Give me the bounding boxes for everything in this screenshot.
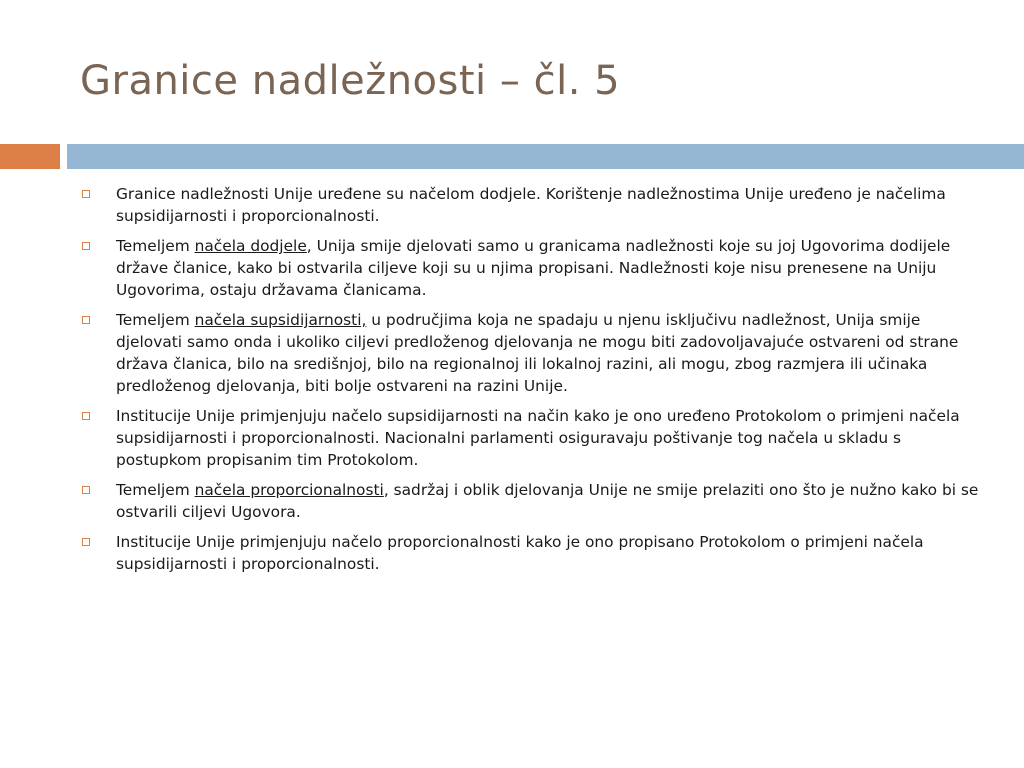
bullet-list — [80, 183, 980, 583]
bullet-text: Granice nadležnosti Unije uređene su načelom dodjele. Korištenje nadležnostima Unije uređeno je načelima supsidijarnosti i proporcionalnosti. — [116, 185, 946, 225]
accent-bar-blue — [67, 144, 1024, 169]
bullet-text: u područjima koja ne spadaju u njenu isključivu nadležnost, Unija smije djelovati samo onda i ukoliko ciljevi predloženog djelovanja ne mogu biti zadovoljavajuće ostvareni od strane država članica, bilo na središnjoj, bilo na regionalnoj ili lokalnoj razini, ali mogu, zbog razmjera ili učinaka predloženog djelovanja, biti bolje ostvareni na razini Unije. — [116, 311, 959, 395]
square-bullet-icon — [82, 412, 90, 420]
bullet-text: Institucije Unije primjenjuju načelo proporcionalnosti kako je ono propisano Protokolom o primjeni načela supsidijarnosti i proporcionalnosti. — [116, 533, 924, 573]
bullet-text: , sadržaj i oblik djelovanja Unije ne smije prelaziti ono što je nužno kako bi se ostvarili ciljevi Ugovora. — [116, 481, 979, 521]
bullet-item — [80, 479, 980, 523]
slide-title: Granice nadležnosti – čl. 5 — [80, 58, 621, 104]
bullet-prefix: Temeljem — [116, 237, 195, 255]
bullet-item — [80, 309, 980, 397]
underlined-term-nacela-proporcionalnosti: načela proporcionalnosti — [194, 481, 384, 499]
bullet-text: Institucije Unije primjenjuju načelo supsidijarnosti na način kako je ono uređeno Protokolom o primjeni načela supsidijarnosti i proporcionalnosti. Nacionalni parlamenti osiguravaju poštivanje tog načela u skladu s postupkom propisanim tim Protokolom. — [116, 407, 960, 469]
underlined-term-nacela-supsidijarnosti: načela supsidijarnosti, — [194, 311, 367, 329]
underlined-term-nacela-dodjele: načela dodjele — [194, 237, 307, 255]
bullet-prefix: Temeljem — [116, 481, 195, 499]
accent-bar-orange — [0, 144, 60, 169]
bullet-prefix: Temeljem — [116, 311, 195, 329]
bullet-item — [80, 405, 980, 471]
bullet-item — [80, 183, 980, 227]
square-bullet-icon — [82, 242, 90, 250]
square-bullet-icon — [82, 486, 90, 494]
bullet-item — [80, 235, 980, 301]
square-bullet-icon — [82, 316, 90, 324]
bullet-item — [80, 531, 980, 575]
square-bullet-icon — [82, 190, 90, 198]
bullet-text: , Unija smije djelovati samo u granicama nadležnosti koje su joj Ugovorima dodijele države članice, kako bi ostvarila ciljeve koji su u njima propisani. Nadležnosti koje nisu prenesene na Uniju Ugovorima, ostaju državama članicama. — [116, 237, 951, 299]
square-bullet-icon — [82, 538, 90, 546]
